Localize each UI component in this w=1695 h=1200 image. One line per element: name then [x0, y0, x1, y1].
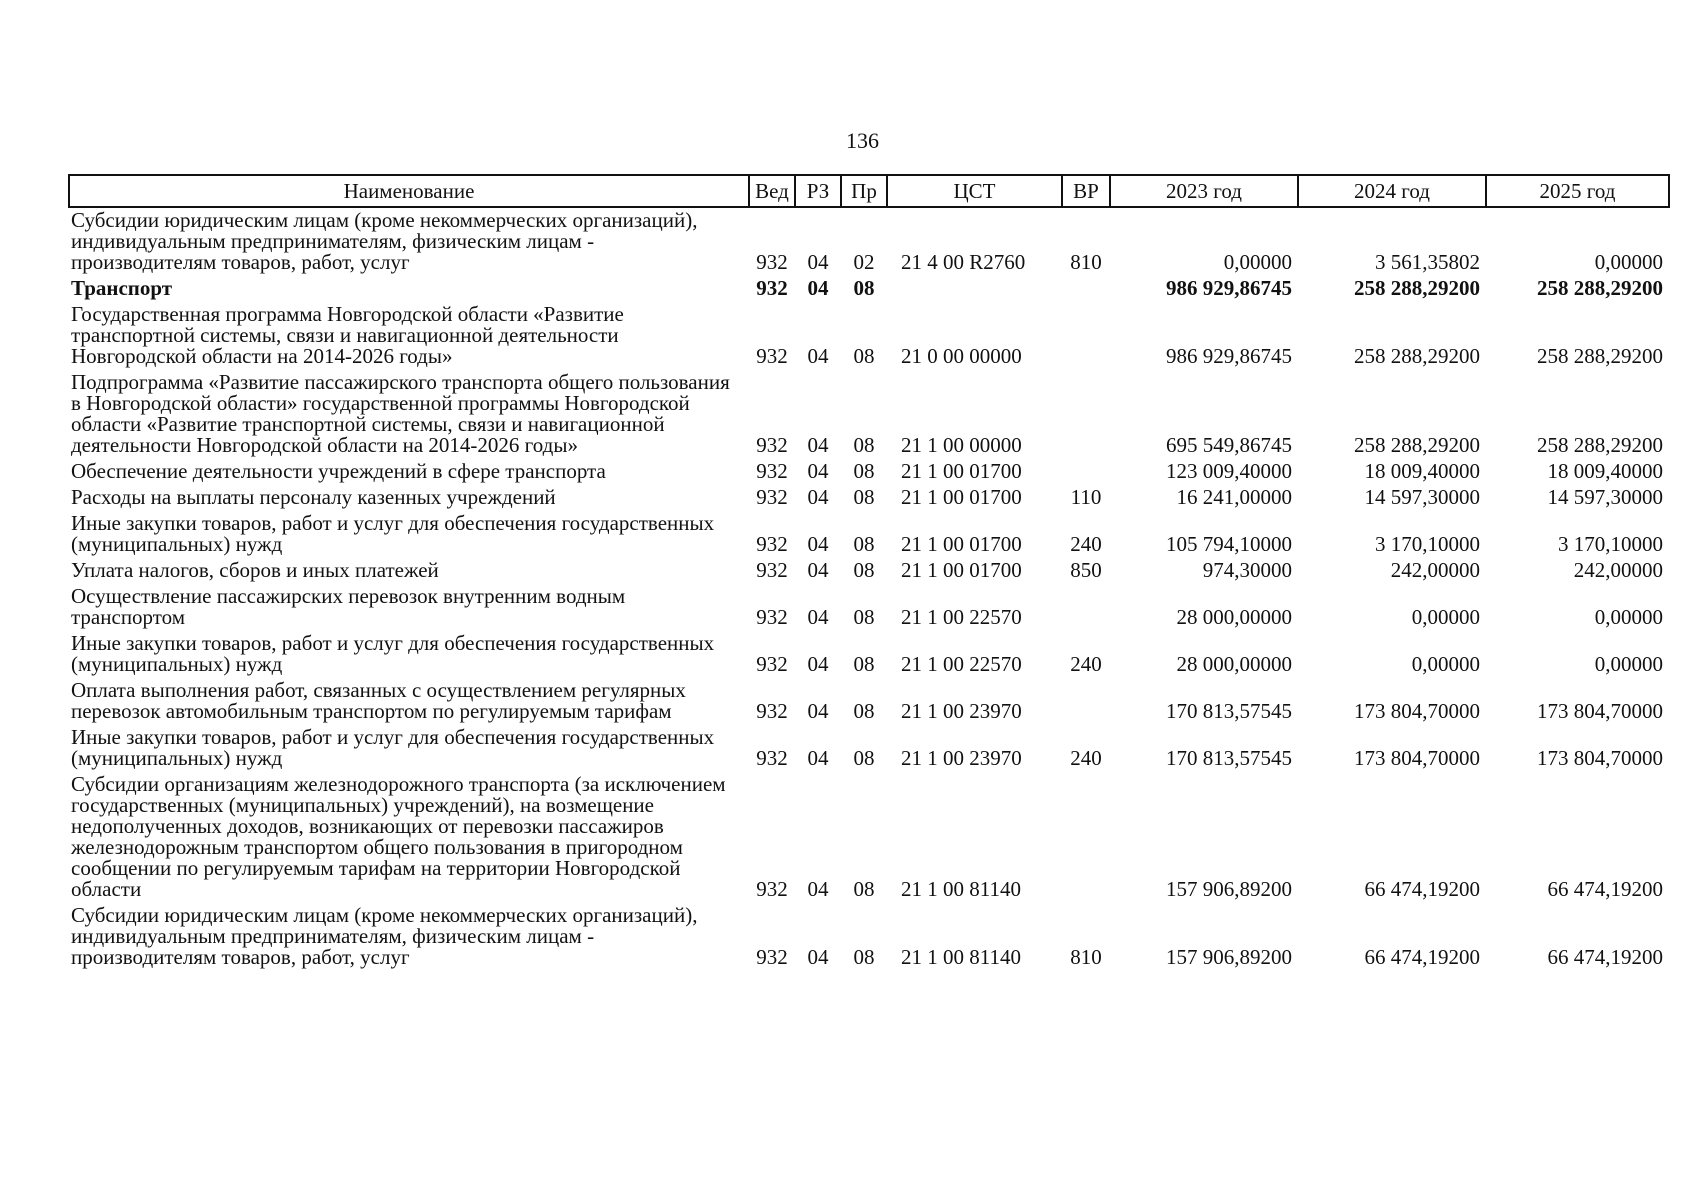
- row-cst-cell: 21 1 00 01700: [901, 532, 1022, 556]
- row-vr-cell: 850: [1070, 558, 1102, 582]
- row-pr-cell: 08: [853, 558, 875, 582]
- row-name-cell: Субсидии юридическим лицам (кроме некоммерческих организаций), индивидуальным предпринимателям, физическим лицам - производителям товаров, работ, услуг: [71, 208, 698, 274]
- row-2024-cell: 14 597,30000: [1364, 485, 1480, 509]
- row-name-cell: Оплата выполнения работ, связанных с осуществлением регулярных перевозок автомобильным транспортом по регулируемым тарифам: [71, 678, 686, 723]
- row-vr-cell: [1062, 584, 1110, 631]
- row-ved-cell: 932: [756, 652, 788, 676]
- row-cst-cell: 21 0 00 00000: [901, 344, 1022, 368]
- row-rz-cell: 04: [807, 532, 829, 556]
- row-name-cell: Транспорт: [71, 276, 173, 300]
- row-ved-cell: 932: [756, 877, 788, 901]
- row-name-cell: Субсидии юридическим лицам (кроме некоммерческих организаций), индивидуальным предпринимателям, физическим лицам - производителям товаров, работ, услуг: [71, 903, 698, 969]
- row-2024-cell: 173 804,70000: [1354, 699, 1480, 723]
- row-pr-cell: 08: [853, 433, 875, 457]
- table-row: [69, 459, 1669, 485]
- row-cst-cell: 21 1 00 01700: [901, 459, 1022, 483]
- row-2025-cell: 242,00000: [1573, 558, 1663, 582]
- row-2023-cell: 170 813,57545: [1166, 746, 1292, 770]
- row-2025-cell: 18 009,40000: [1547, 459, 1663, 483]
- table-row: [69, 678, 1669, 725]
- column-header-2024: 2024 год: [1298, 175, 1486, 207]
- row-cst-cell: 21 1 00 00000: [901, 433, 1022, 457]
- row-2023-cell: 28 000,00000: [1176, 652, 1292, 676]
- row-vr-cell: [1062, 459, 1110, 485]
- row-rz-cell: 04: [807, 250, 829, 274]
- row-rz-cell: 04: [807, 746, 829, 770]
- row-rz-cell: 04: [807, 433, 829, 457]
- row-ved-cell: 932: [756, 605, 788, 629]
- row-ved-cell: 932: [756, 433, 788, 457]
- row-2024-cell: 0,00000: [1411, 652, 1480, 676]
- row-ved-cell: 932: [756, 344, 788, 368]
- row-name-cell: Субсидии организациям железнодорожного транспорта (за исключением государственных (муниципальных) учреждений), на возмещение недополученных доходов, возникающих от перевозки пассажиров железнодорожным транспортом общего пользования в пригородном сообщении по регулируемым тарифам на территории Новгородской области: [71, 772, 726, 901]
- column-header-2025: 2025 год: [1486, 175, 1669, 207]
- row-2025-cell: 173 804,70000: [1537, 746, 1663, 770]
- row-2023-cell: 157 906,89200: [1166, 945, 1292, 969]
- row-2025-cell: 173 804,70000: [1537, 699, 1663, 723]
- row-vr-cell: 810: [1070, 945, 1102, 969]
- row-ved-cell: 932: [756, 945, 788, 969]
- row-cst-cell: 21 1 00 81140: [901, 945, 1021, 969]
- row-pr-cell: 08: [853, 532, 875, 556]
- row-cst-cell: 21 1 00 01700: [901, 558, 1022, 582]
- row-cst-cell: 21 4 00 R2760: [901, 250, 1026, 274]
- row-vr-cell: 810: [1070, 250, 1102, 274]
- row-cst-cell: 21 1 00 81140: [901, 877, 1021, 901]
- row-pr-cell: 08: [853, 945, 875, 969]
- row-name-cell: Подпрограмма «Развитие пассажирского транспорта общего пользования в Новгородской области» государственной программы Новгородской области «Развитие транспортной системы, связи и навигационной деятельности Новгородской области на 2014-2026 годы»: [71, 370, 730, 457]
- column-header-cst: ЦСТ: [887, 175, 1062, 207]
- row-2025-cell: 258 288,29200: [1537, 433, 1663, 457]
- row-2024-cell: 66 474,19200: [1364, 877, 1480, 901]
- column-header-2023: 2023 год: [1110, 175, 1298, 207]
- row-2023-cell: 695 549,86745: [1166, 433, 1292, 457]
- row-cst-cell: 21 1 00 22570: [901, 652, 1022, 676]
- row-2023-cell: 986 929,86745: [1166, 276, 1292, 300]
- row-name-cell: Государственная программа Новгородской области «Развитие транспортной системы, связи и навигационной деятельности Новгородской области на 2014-2026 годы»: [71, 302, 624, 368]
- row-rz-cell: 04: [807, 485, 829, 509]
- row-rz-cell: 04: [807, 945, 829, 969]
- row-pr-cell: 08: [853, 459, 875, 483]
- row-2025-cell: 258 288,29200: [1537, 344, 1663, 368]
- column-header-pr: Пр: [841, 175, 887, 207]
- row-rz-cell: 04: [807, 558, 829, 582]
- row-name-cell: Осуществление пассажирских перевозок внутренним водным транспортом: [71, 584, 626, 629]
- row-cst-cell: 21 1 00 23970: [901, 699, 1022, 723]
- row-2025-cell: 3 170,10000: [1558, 532, 1663, 556]
- column-header-vr: ВР: [1062, 175, 1110, 207]
- row-vr-cell: 240: [1070, 652, 1102, 676]
- row-2025-cell: 0,00000: [1594, 652, 1663, 676]
- column-header-name: Наименование: [69, 175, 749, 207]
- row-vr-cell: 240: [1070, 746, 1102, 770]
- row-2024-cell: 258 288,29200: [1354, 276, 1480, 300]
- row-2024-cell: 0,00000: [1411, 605, 1480, 629]
- row-ved-cell: 932: [756, 558, 788, 582]
- row-2024-cell: 3 561,35802: [1375, 250, 1480, 274]
- row-2024-cell: 66 474,19200: [1364, 945, 1480, 969]
- row-rz-cell: 04: [807, 652, 829, 676]
- row-cst-cell: 21 1 00 22570: [901, 605, 1022, 629]
- table-row: [69, 584, 1669, 631]
- row-pr-cell: 08: [853, 344, 875, 368]
- row-2023-cell: 986 929,86745: [1166, 344, 1292, 368]
- row-vr-cell: 110: [1070, 485, 1102, 509]
- row-2024-cell: 18 009,40000: [1364, 459, 1480, 483]
- row-2024-cell: 173 804,70000: [1354, 746, 1480, 770]
- row-vr-cell: [1062, 302, 1110, 370]
- table-row: [69, 302, 1669, 370]
- row-ved-cell: 932: [756, 485, 788, 509]
- table-row: [69, 511, 1669, 558]
- table-header: [69, 175, 1669, 207]
- row-2025-cell: 14 597,30000: [1547, 485, 1663, 509]
- header-row: [69, 175, 1669, 207]
- row-2024-cell: 3 170,10000: [1375, 532, 1480, 556]
- row-rz-cell: 04: [807, 276, 829, 300]
- table-row: [69, 276, 1669, 302]
- row-vr-cell: [1062, 276, 1110, 302]
- row-ved-cell: 932: [756, 459, 788, 483]
- row-rz-cell: 04: [807, 699, 829, 723]
- row-2025-cell: 66 474,19200: [1547, 945, 1663, 969]
- row-2023-cell: 16 241,00000: [1176, 485, 1292, 509]
- row-vr-cell: [1062, 678, 1110, 725]
- budget-table: [68, 174, 1670, 971]
- row-rz-cell: 04: [807, 459, 829, 483]
- column-header-ved: Вед: [749, 175, 795, 207]
- row-rz-cell: 04: [807, 877, 829, 901]
- row-cst-cell: 21 1 00 01700: [901, 485, 1022, 509]
- row-name-cell: Иные закупки товаров, работ и услуг для обеспечения государственных (муниципальных) нужд: [71, 725, 715, 770]
- row-pr-cell: 08: [853, 485, 875, 509]
- row-ved-cell: 932: [756, 250, 788, 274]
- row-2023-cell: 170 813,57545: [1166, 699, 1292, 723]
- table-row: [69, 558, 1669, 584]
- row-pr-cell: 08: [853, 276, 875, 300]
- row-vr-cell: [1062, 772, 1110, 903]
- row-cst-cell: 21 1 00 23970: [901, 746, 1022, 770]
- table-row: [69, 903, 1669, 971]
- table-row: [69, 370, 1669, 459]
- row-vr-cell: [1062, 370, 1110, 459]
- row-pr-cell: 08: [853, 877, 875, 901]
- row-ved-cell: 932: [756, 746, 788, 770]
- table-row: [69, 772, 1669, 903]
- row-vr-cell: 240: [1070, 532, 1102, 556]
- row-name-cell: Уплата налогов, сборов и иных платежей: [71, 558, 439, 582]
- table-row: [69, 207, 1669, 276]
- row-pr-cell: 08: [853, 699, 875, 723]
- row-2024-cell: 258 288,29200: [1354, 433, 1480, 457]
- row-2023-cell: 157 906,89200: [1166, 877, 1292, 901]
- row-ved-cell: 932: [756, 532, 788, 556]
- row-pr-cell: 08: [853, 605, 875, 629]
- row-2023-cell: 0,00000: [1223, 250, 1292, 274]
- page-number: 136: [846, 128, 879, 153]
- row-2024-cell: 258 288,29200: [1354, 344, 1480, 368]
- row-pr-cell: 08: [853, 652, 875, 676]
- row-name-cell: Обеспечение деятельности учреждений в сфере транспорта: [71, 459, 606, 483]
- row-2024-cell: 242,00000: [1390, 558, 1480, 582]
- row-ved-cell: 932: [756, 699, 788, 723]
- column-header-rz: РЗ: [795, 175, 841, 207]
- row-pr-cell: 08: [853, 746, 875, 770]
- row-name-cell: Расходы на выплаты персоналу казенных учреждений: [71, 485, 556, 509]
- row-2025-cell: 0,00000: [1594, 605, 1663, 629]
- table-row: [69, 631, 1669, 678]
- row-rz-cell: 04: [807, 344, 829, 368]
- row-name-cell: Иные закупки товаров, работ и услуг для обеспечения государственных (муниципальных) нужд: [71, 511, 715, 556]
- row-cst-cell: [887, 276, 1062, 302]
- table-body: [69, 207, 1669, 971]
- row-name-cell: Иные закупки товаров, работ и услуг для обеспечения государственных (муниципальных) нужд: [71, 631, 715, 676]
- row-ved-cell: 932: [756, 276, 788, 300]
- table-row: [69, 725, 1669, 772]
- table-row: [69, 485, 1669, 511]
- row-2023-cell: 123 009,40000: [1166, 459, 1292, 483]
- row-2023-cell: 28 000,00000: [1176, 605, 1292, 629]
- row-2023-cell: 105 794,10000: [1166, 532, 1292, 556]
- row-2023-cell: 974,30000: [1202, 558, 1292, 582]
- row-rz-cell: 04: [807, 605, 829, 629]
- row-pr-cell: 02: [853, 250, 875, 274]
- row-2025-cell: 0,00000: [1594, 250, 1663, 274]
- row-2025-cell: 66 474,19200: [1547, 877, 1663, 901]
- row-2025-cell: 258 288,29200: [1537, 276, 1663, 300]
